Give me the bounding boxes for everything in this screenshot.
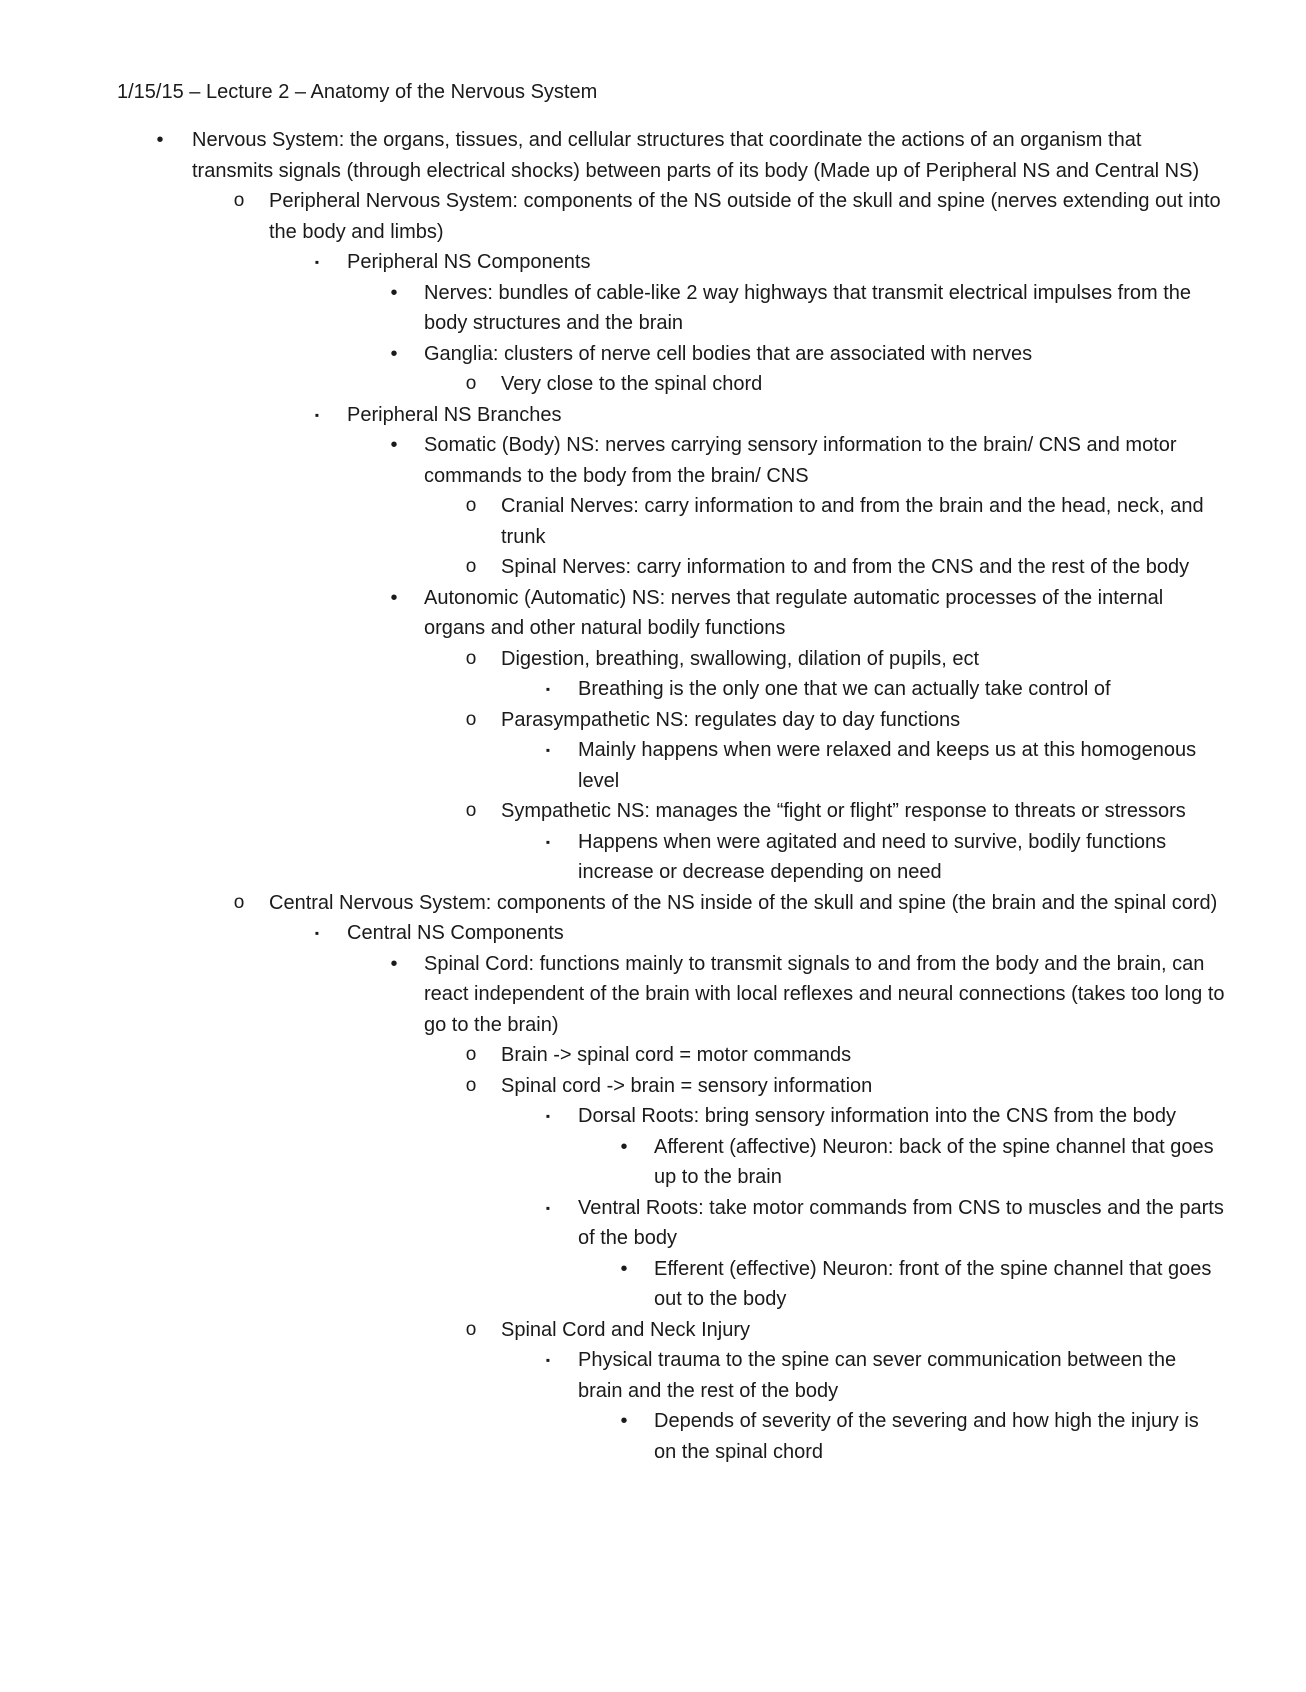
circle-bullet-icon: o <box>465 708 477 730</box>
outline-item-text: Ganglia: clusters of nerve cell bodies that are associated with nerves <box>424 342 1033 365</box>
square-bullet-icon: ▪ <box>314 407 320 422</box>
outline-item-text: Mainly happens when were relaxed and keeps us at this homogenous level <box>578 739 1197 792</box>
outline-item-text: Nervous System: the organs, tissues, and cellular structures that coordinate the actions of an organism that transmits signals (through electrical shocks) between parts of its body (Made up of Peripheral NS and Central NS) <box>192 129 1200 182</box>
outline-item-text: Spinal Nerves: carry information to and from the CNS and the rest of the body <box>501 556 1190 578</box>
outline-item-text: Somatic (Body) NS: nerves carrying sensory information to the brain/ CNS and motor commands to the body from the brain/ CNS <box>424 434 1177 487</box>
outline-item-text: Central NS Components <box>347 922 564 944</box>
disc-bullet-icon: • <box>390 281 398 304</box>
outline-item <box>0 125 1306 186</box>
outline-item-text: Breathing is the only one that we can actually take control of <box>578 678 1111 700</box>
square-bullet-icon: ▪ <box>545 834 551 849</box>
outline-item <box>0 705 1306 736</box>
square-bullet-icon: ▪ <box>545 1353 551 1367</box>
outline-item <box>0 369 1306 400</box>
outline-item-text: Cranial Nerves: carry information to and from the brain and the head, neck, and trunk <box>501 495 1204 548</box>
square-bullet-icon: ▪ <box>545 682 551 696</box>
outline-item-text: Sympathetic NS: manages the “fight or flight” response to threats or stressors <box>501 800 1186 822</box>
disc-bullet-icon: • <box>390 952 398 975</box>
outline-item <box>0 674 1306 705</box>
circle-bullet-icon: o <box>233 190 245 211</box>
disc-bullet-icon: • <box>620 1410 628 1432</box>
circle-bullet-icon: o <box>465 373 477 394</box>
outline-item <box>0 278 1306 339</box>
circle-bullet-icon: o <box>465 556 477 577</box>
outline-item <box>0 949 1306 1041</box>
outline-item <box>0 827 1306 888</box>
outline-item-text: Very close to the spinal chord <box>501 373 763 395</box>
square-bullet-icon: ▪ <box>314 255 320 269</box>
disc-bullet-icon: • <box>156 129 164 151</box>
outline-item <box>0 1040 1306 1071</box>
circle-bullet-icon: o <box>465 495 477 516</box>
circle-bullet-icon: o <box>465 647 477 669</box>
outline-item <box>0 918 1306 949</box>
outline-item-text: Ventral Roots: take motor commands from CNS to muscles and the parts of the body <box>578 1196 1224 1249</box>
outline-item-text: Happens when were agitated and need to survive, bodily functions increase or decrease depending on need <box>578 830 1167 883</box>
outline-item <box>0 430 1306 491</box>
outline-item-text: Parasympathetic NS: regulates day to day functions <box>501 708 961 731</box>
outline-item-text: Dorsal Roots: bring sensory information into the CNS from the body <box>578 1105 1177 1127</box>
outline-item <box>0 1345 1306 1406</box>
outline-item <box>0 796 1306 827</box>
outline-item-text: Peripheral NS Components <box>347 251 591 273</box>
outline-item <box>0 1315 1306 1346</box>
circle-bullet-icon: o <box>465 1044 477 1065</box>
outline-item <box>0 552 1306 583</box>
circle-bullet-icon: o <box>233 891 245 913</box>
outline-item-text: Spinal Cord: functions mainly to transmit signals to and from the body and the brain, can react independent of the brain with local reflexes and neural connections (takes too long to go to the brain) <box>424 952 1225 1036</box>
outline-item-text: Central Nervous System: components of the NS inside of the skull and spine (the brain and the spinal cord) <box>269 891 1218 914</box>
square-bullet-icon: ▪ <box>545 743 551 757</box>
outline-item-text: Spinal cord -> brain = sensory information <box>501 1074 873 1097</box>
disc-bullet-icon: • <box>390 586 398 609</box>
outline-item <box>0 247 1306 278</box>
circle-bullet-icon: o <box>465 1318 477 1340</box>
outline-item-text: Depends of severity of the severing and how high the injury is on the spinal chord <box>654 1410 1199 1463</box>
outline-item-text: Brain -> spinal cord = motor commands <box>501 1044 852 1066</box>
outline-item <box>0 1406 1306 1467</box>
outline-item <box>0 1132 1306 1193</box>
outline-item <box>0 186 1306 247</box>
outline-item-text: Peripheral NS Branches <box>347 403 562 426</box>
outline-item-text: Efferent (effective) Neuron: front of the spine channel that goes out to the body <box>654 1257 1212 1310</box>
outline-item <box>0 888 1306 919</box>
square-bullet-icon: ▪ <box>545 1200 551 1215</box>
circle-bullet-icon: o <box>465 800 477 821</box>
disc-bullet-icon: • <box>620 1257 628 1280</box>
outline-item-text: Afferent (affective) Neuron: back of the spine channel that goes up to the brain <box>654 1135 1214 1188</box>
outline-item <box>0 491 1306 552</box>
outline-item <box>0 400 1306 431</box>
circle-bullet-icon: o <box>465 1074 477 1096</box>
outline-item-text: Physical trauma to the spine can sever communication between the brain and the rest of the body <box>578 1349 1177 1402</box>
outline-item <box>0 644 1306 675</box>
outline-item-text: Nerves: bundles of cable-like 2 way highways that transmit electrical impulses from the body structures and the brain <box>424 281 1191 334</box>
square-bullet-icon: ▪ <box>314 926 320 940</box>
outline-item-text: Spinal Cord and Neck Injury <box>501 1318 751 1341</box>
square-bullet-icon: ▪ <box>545 1109 551 1123</box>
disc-bullet-icon: • <box>390 342 398 365</box>
outline-item <box>0 583 1306 644</box>
outline-item <box>0 1101 1306 1132</box>
outline-item-text: Peripheral Nervous System: components of the NS outside of the skull and spine (nerves extending out into the body and limbs) <box>269 190 1221 243</box>
outline-item <box>0 1071 1306 1102</box>
outline-item <box>0 735 1306 796</box>
document-title: 1/15/15 – Lecture 2 – Anatomy of the Nervous System <box>117 81 598 103</box>
disc-bullet-icon: • <box>620 1135 628 1158</box>
outline-item <box>0 339 1306 370</box>
outline-item-text: Autonomic (Automatic) NS: nerves that regulate automatic processes of the internal organs and other natural bodily functions <box>424 586 1164 639</box>
outline-item <box>0 1193 1306 1254</box>
outline-list <box>0 125 1306 1467</box>
outline-item <box>0 1254 1306 1315</box>
outline-item-text: Digestion, breathing, swallowing, dilation of pupils, ect <box>501 647 980 670</box>
disc-bullet-icon: • <box>390 434 398 456</box>
